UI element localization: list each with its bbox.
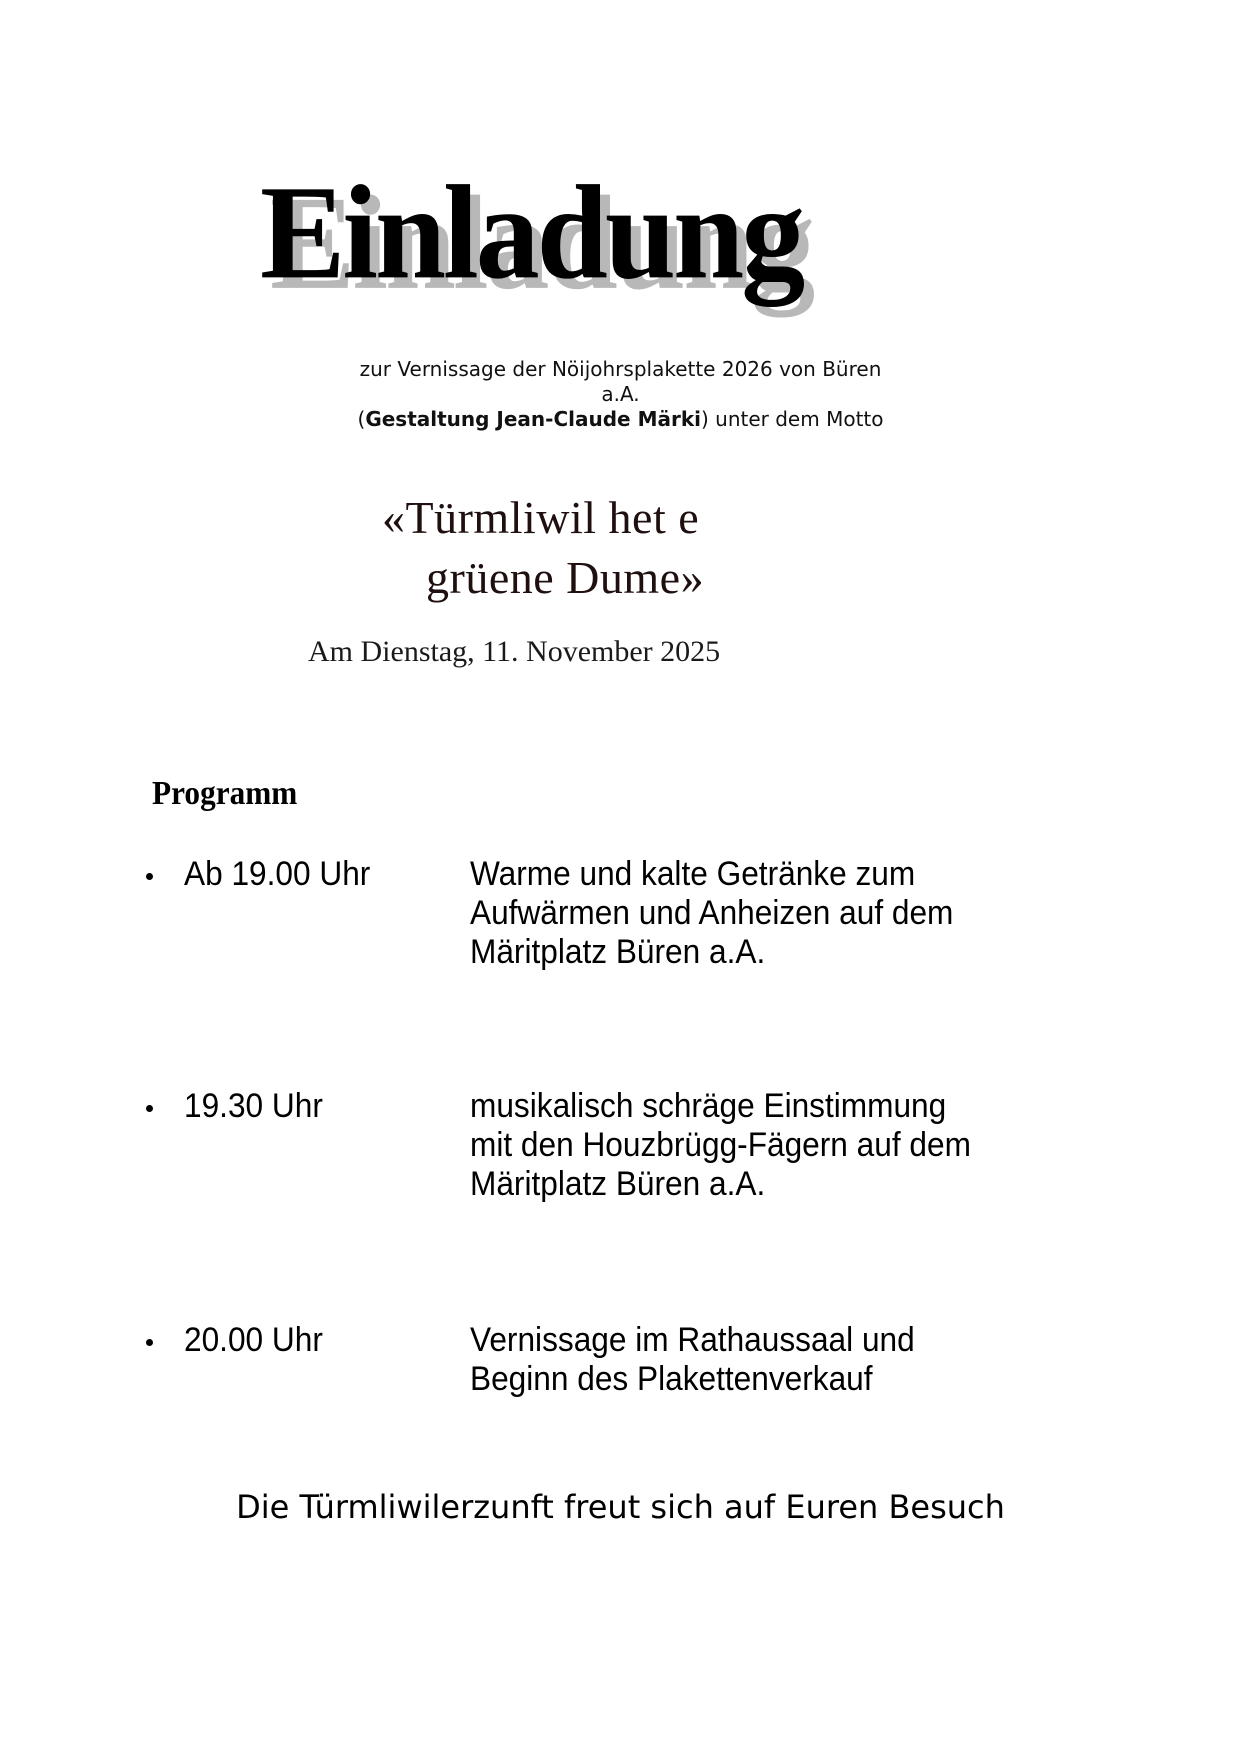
motto-line-2: grüene Dume» <box>426 552 705 603</box>
description-line: Warme und kalte Getränke zum <box>470 855 916 893</box>
program-heading: Programm <box>152 775 298 812</box>
description-line: musikalisch schräge Einstimmung <box>470 1087 947 1125</box>
description-line: Vernissage im Rathaussaal und <box>470 1321 915 1359</box>
program-description <box>470 1087 1065 1204</box>
motto-line-1: «Türmliwil het e <box>382 492 700 543</box>
program-description <box>470 1321 1065 1399</box>
bullet-icon <box>146 1105 153 1112</box>
description-line: Beginn des Plakettenverkauf <box>470 1360 873 1398</box>
description-line: Märitplatz Büren a.A. <box>470 1165 766 1203</box>
description-line: Aufwärmen und Anheizen auf dem <box>470 894 954 932</box>
bullet-icon <box>146 1339 153 1346</box>
program-description <box>470 855 1065 972</box>
program-time: Ab 19.00 Uhr <box>184 855 371 893</box>
subtitle-line-2: a.A. <box>601 382 640 406</box>
bullet-icon <box>146 873 153 880</box>
title-block <box>260 157 980 325</box>
program-time: 20.00 Uhr <box>184 1321 323 1359</box>
subtitle-line-3 <box>0 407 1241 432</box>
program-time: 19.30 Uhr <box>184 1087 323 1125</box>
page-title: Einladung <box>260 157 803 307</box>
subtitle-paren-open: ( <box>357 407 366 431</box>
event-date: Am Dienstag, 11. November 2025 <box>308 635 721 668</box>
designer-credit: Gestaltung Jean-Claude Märki <box>365 407 701 431</box>
subtitle-motto-intro: ) unter dem Motto <box>701 407 884 431</box>
subtitle-line-1: zur Vernissage der Nöijohrsplakette 2026 von Büren <box>359 357 882 381</box>
closing-message: Die Türmliwilerzunft freut sich auf Euren Besuch <box>236 1488 1005 1526</box>
description-line: mit den Houzbrügg-Fägern auf dem <box>470 1126 971 1164</box>
description-line: Märitplatz Büren a.A. <box>470 933 766 971</box>
